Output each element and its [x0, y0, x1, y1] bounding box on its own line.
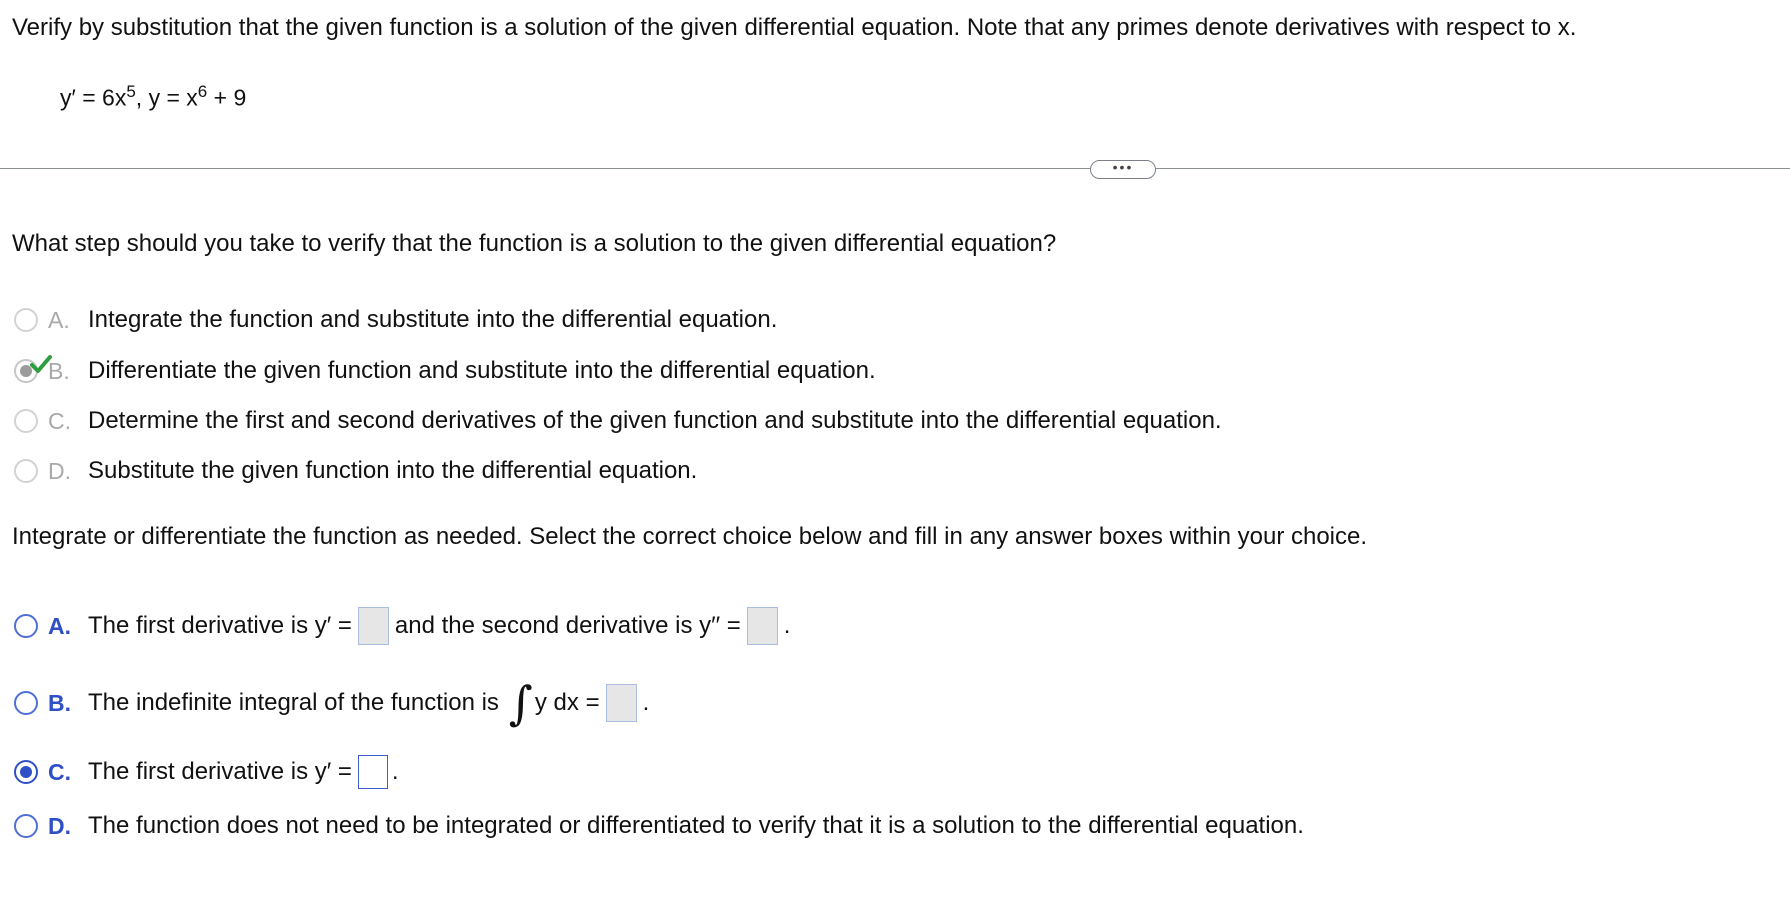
q1-text-b: Differentiate the given function and substitute into the differential equation. [88, 357, 876, 384]
q1-radio-a[interactable] [14, 308, 38, 332]
q1-letter-b: B. [48, 357, 70, 384]
eq-lhs: y′ = 6x [60, 84, 127, 111]
q2-option-d[interactable] [14, 810, 1304, 842]
section-divider [0, 168, 1790, 169]
q1-radio-d[interactable] [14, 459, 38, 483]
question2-prompt: Integrate or differentiate the function as needed. Select the correct choice below and fill in any answer boxes within your choice. [12, 523, 1368, 550]
q2-letter-a: A. [48, 612, 71, 639]
q2-radio-b[interactable] [14, 691, 38, 715]
q2-text-c-end: . [391, 758, 399, 785]
integral-sign: ∫ [508, 676, 533, 730]
q2-text-a-end: . [783, 612, 791, 639]
q2-text-c1: The first derivative is y′ = [88, 758, 352, 785]
question1-prompt: What step should you take to verify that the function is a solution to the given differential equation? [12, 230, 1057, 257]
eq-rhs: + 9 [207, 84, 247, 111]
q2-radio-d[interactable] [14, 814, 38, 838]
q1-text-c: Determine the first and second derivatives of the given function and substitute into the differential equation. [88, 407, 1222, 434]
eq-mid: , y = x [135, 84, 198, 111]
q2-text-b1: The indefinite integral of the function is [88, 689, 499, 716]
q2-text-a2: and the second derivative is y′′ = [394, 612, 741, 639]
correct-check-icon [30, 355, 52, 375]
q2-option-a[interactable] [14, 604, 790, 648]
q2-option-c[interactable] [14, 752, 399, 792]
q1-option-b[interactable] [14, 355, 876, 387]
q1-letter-c: C. [48, 407, 71, 434]
q1-text-d: Substitute the given function into the differential equation. [88, 457, 698, 484]
eq-exp1: 5 [126, 82, 136, 101]
q1-option-c[interactable] [14, 405, 1222, 437]
q2-letter-d: D. [48, 812, 71, 839]
q2-radio-a[interactable] [14, 614, 38, 638]
q2-letter-b: B. [48, 689, 71, 716]
q1-radio-b[interactable] [14, 359, 38, 383]
instruction-text: Verify by substitution that the given function is a solution of the given differential equation. Note that any primes denote derivatives with respect to x. [12, 14, 1577, 41]
q2-text-b-end: . [642, 689, 650, 716]
q2-text-d: The function does not need to be integrated or differentiated to verify that it is a solution to the differential equation. [88, 812, 1304, 839]
q1-letter-a: A. [48, 306, 70, 333]
eq-exp2: 6 [197, 82, 208, 101]
q2-option-b[interactable] [14, 676, 650, 730]
q1-radio-c[interactable] [14, 409, 38, 433]
more-button[interactable]: ••• [1090, 160, 1156, 179]
first-derivative-answer-box[interactable] [358, 607, 389, 645]
q1-option-d[interactable] [14, 455, 697, 487]
q1-letter-d: D. [48, 457, 71, 484]
q2-integrand: y dx = [534, 689, 600, 716]
second-derivative-answer-box[interactable] [747, 607, 778, 645]
q1-option-a[interactable] [14, 304, 777, 336]
q2-radio-c[interactable] [14, 760, 38, 784]
q2-letter-c: C. [48, 758, 71, 785]
first-derivative-input[interactable] [358, 755, 388, 789]
q1-text-a: Integrate the function and substitute into the differential equation. [88, 306, 778, 333]
differential-equation [60, 82, 246, 112]
q2-text-a1: The first derivative is y′ = [88, 612, 352, 639]
integral-answer-box[interactable] [606, 684, 637, 722]
